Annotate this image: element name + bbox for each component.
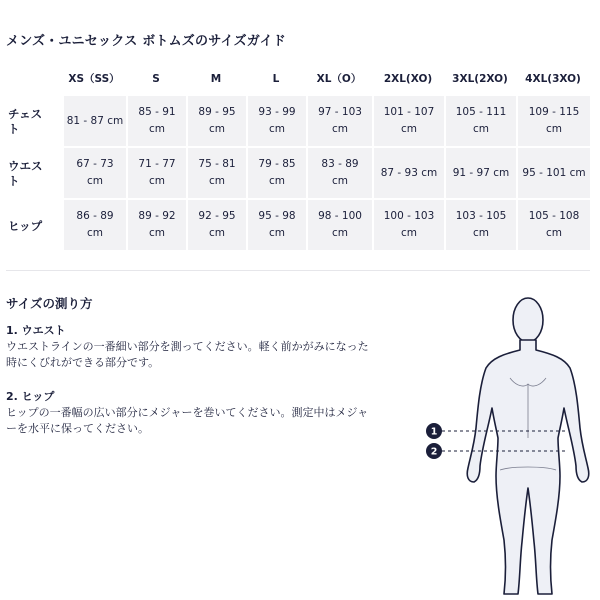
size-cell-line: cm (268, 175, 285, 187)
body-measurement-figure (420, 288, 600, 600)
step-waist-line: 時にくびれができる部分です。 (6, 356, 160, 369)
size-cell (372, 200, 444, 252)
size-cell (62, 96, 126, 148)
size-cell-line: cm (400, 123, 417, 135)
step-hip-line: ーを水平に保ってください。 (6, 422, 149, 435)
step-waist (6, 323, 406, 371)
size-cell (186, 200, 246, 252)
size-cell (246, 200, 306, 252)
size-cell-line: 86 - 89 (76, 210, 114, 222)
row-label (6, 200, 62, 252)
body-figure-icon (420, 288, 600, 600)
figure-head (513, 298, 543, 342)
size-header: S (126, 62, 186, 96)
size-cell-line: 67 - 73 (76, 158, 114, 170)
step-hip (6, 389, 406, 437)
size-cell-line: cm (400, 227, 417, 239)
size-cell (62, 148, 126, 200)
size-cell (246, 96, 306, 148)
size-cell-line: 109 - 115 cm (528, 106, 580, 135)
size-cell-line: 91 - 97 cm (452, 166, 510, 179)
size-cell (186, 96, 246, 148)
size-cell (306, 96, 372, 148)
size-header: XL（O） (306, 62, 372, 96)
size-cell-line: cm (148, 227, 165, 239)
size-cell-line: cm (148, 175, 165, 187)
size-cell-line: cm (208, 227, 225, 239)
size-header: L (246, 62, 306, 96)
size-cell-line: 79 - 85 (258, 158, 296, 170)
size-cell-line: cm (472, 227, 489, 239)
size-cell-line: 105 - 108 (528, 210, 580, 222)
page-title: メンズ・ユニセックス ボトムズのサイズガイド (6, 34, 286, 49)
size-cell-line: cm (331, 227, 348, 239)
size-cell-line: 95 - 98 (258, 210, 296, 222)
step-waist-heading: 1. ウエスト (6, 324, 66, 337)
size-cell-line: cm (86, 175, 103, 187)
size-cell-line: 97 - 103 (318, 106, 362, 118)
size-cell-line: 105 - 111 cm (455, 106, 507, 135)
size-cell-line: cm (148, 123, 165, 135)
size-cell (306, 148, 372, 200)
size-cell-line: 75 - 81 (198, 158, 236, 170)
size-cell-line: 85 - 91 (138, 106, 176, 118)
size-cell-line: 103 - 105 (455, 210, 507, 222)
size-cell-line: 71 - 77 (138, 158, 176, 170)
size-cell (444, 96, 516, 148)
size-cell (372, 96, 444, 148)
section-divider (6, 270, 590, 271)
step-hip-text (6, 405, 406, 437)
marker-2-label: 2 (430, 446, 438, 458)
row-label-line: ウエス (8, 159, 43, 173)
table-row (6, 96, 590, 148)
size-cell-line: cm (268, 227, 285, 239)
size-table (6, 62, 590, 252)
size-cell-line: cm (86, 227, 103, 239)
step-waist-text (6, 339, 406, 371)
size-cell (444, 200, 516, 252)
size-cell-line: 89 - 92 (138, 210, 176, 222)
size-cell (246, 148, 306, 200)
size-cell-line: cm (545, 227, 562, 239)
size-cell (372, 148, 444, 200)
size-cell-line: 98 - 100 (318, 210, 362, 222)
size-cell (126, 96, 186, 148)
size-cell (516, 148, 590, 200)
size-cell-line: 95 - 101 cm (522, 166, 586, 179)
size-cell (186, 148, 246, 200)
row-label (6, 96, 62, 148)
size-cell-line: cm (208, 123, 225, 135)
size-cell-line: 92 - 95 (198, 210, 236, 222)
size-header-row (6, 62, 590, 96)
size-cell-line: 83 - 89 (321, 158, 359, 170)
size-header: 4XL(3XO) (516, 62, 590, 96)
row-label-line: ト (8, 122, 20, 136)
size-header: M (186, 62, 246, 96)
table-row (6, 200, 590, 252)
size-header: 2XL(XO) (372, 62, 444, 96)
size-header: XS（SS） (62, 62, 126, 96)
size-cell-line: 101 - 107 (383, 106, 435, 118)
size-cell-line: cm (331, 175, 348, 187)
step-hip-line: ヒップの一番幅の広い部分にメジャーを巻いてください。測定中はメジャ (6, 406, 369, 419)
header-corner (6, 62, 62, 96)
table-row (6, 148, 590, 200)
size-header: 3XL(2XO) (444, 62, 516, 96)
size-cell-line: cm (331, 123, 348, 135)
row-label-line: ト (8, 174, 20, 188)
row-label-line: チェス (8, 107, 43, 121)
size-cell (126, 200, 186, 252)
size-cell (306, 200, 372, 252)
size-cell-line: cm (268, 123, 285, 135)
size-cell-line: 100 - 103 (383, 210, 435, 222)
marker-1-label: 1 (430, 426, 438, 438)
size-cell (516, 200, 590, 252)
row-label-line: ヒップ (8, 218, 43, 233)
size-table-body (6, 96, 590, 252)
size-cell-line: 87 - 93 cm (380, 166, 438, 179)
howto-title: サイズの測り方 (6, 296, 93, 311)
row-label (6, 148, 62, 200)
size-cell (126, 148, 186, 200)
step-hip-heading: 2. ヒップ (6, 390, 55, 403)
size-cell-line: 81 - 87 cm (66, 114, 124, 127)
size-cell (444, 148, 516, 200)
step-waist-line: ウエストラインの一番細い部分を測ってください。軽く前かがみになった (6, 340, 369, 353)
size-cell (62, 200, 126, 252)
size-cell-line: 93 - 99 (258, 106, 296, 118)
size-cell-line: cm (208, 175, 225, 187)
size-cell-line: 89 - 95 (198, 106, 236, 118)
size-cell (516, 96, 590, 148)
